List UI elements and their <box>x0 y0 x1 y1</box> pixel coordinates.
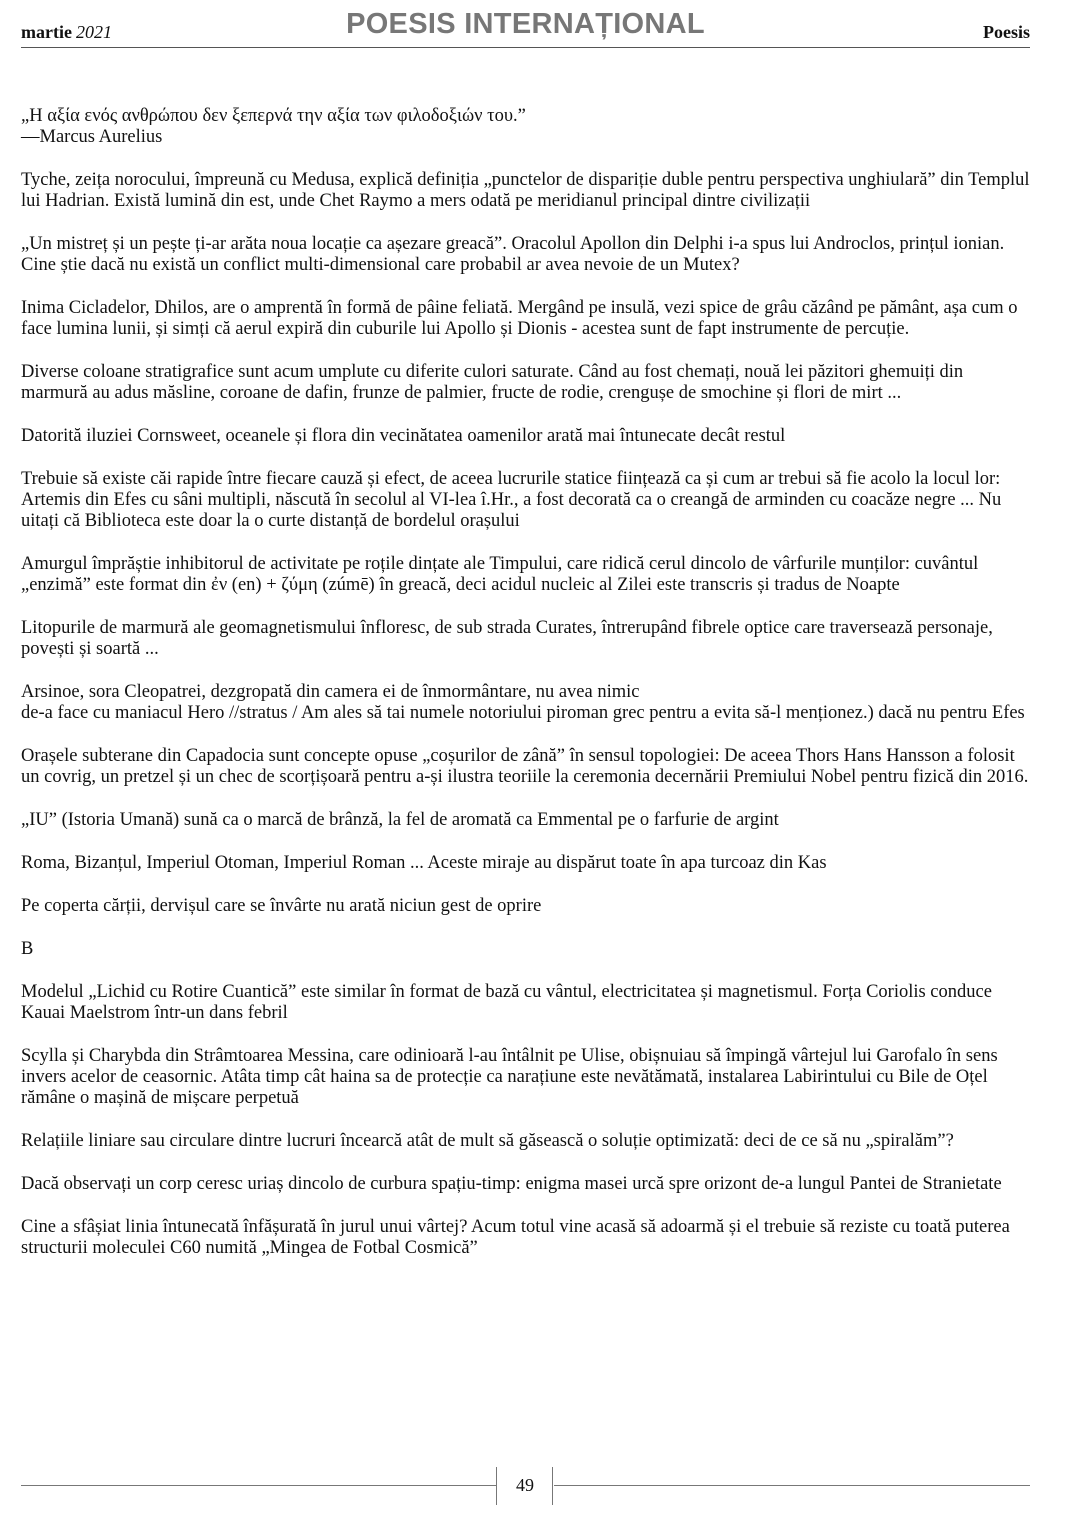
footer-divider-right <box>552 1467 553 1505</box>
epigraph-author: —Marcus Aurelius <box>21 127 163 147</box>
paragraph: Roma, Bizanțul, Imperiul Otoman, Imperiul Roman ... Aceste miraje au dispărut toate în apa turcoaz din Kas <box>21 853 827 873</box>
epigraph-quote: „Η αξία ενός ανθρώπου δεν ξεπερνά την αξία των φιλοδοξιών του.” <box>21 106 526 126</box>
section-name: Poesis <box>983 22 1030 42</box>
paragraph: Tyche, zeița norocului, împreună cu Medusa, explică definiția „punctelor de dispariție duble pentru perspectiva unghiulară” din Templul lui Hadrian. Există lumină din est, unde Chet Raymo a mers odată pe meridianul principal dintre civilizații <box>21 170 1030 211</box>
paragraph: Amurgul împrăștie inhibitorul de activitate pe roțile dințate ale Timpului, care ridică cerul dincolo de vârfurile munților: cuvântul „enzimă” este format din ἐν (en) + ζύμη (zúmē) în greacă, deci acidul nucleic al Zilei este transcris și tradus de Noapte <box>21 554 979 595</box>
paragraph: Datorită iluziei Cornsweet, oceanele și flora din vecinătatea oamenilor arată mai întunecate decât restul <box>21 426 786 446</box>
paragraph: Inima Cicladelor, Dhilos, are o amprentă în formă de pâine feliată. Mergând pe insulă, vezi spice de grâu căzând pe pământ, așa cum o face lumina lunii, și simți că aerul expiră din cuburile lui Apollo și Dionis - acestea sunt de fapt instrumente de percuție. <box>21 298 1018 339</box>
paragraph: Litopurile de marmură ale geomagnetismului înfloresc, de sub strada Curates, întrerupând fibrele optice care traversează personaje, povești și soartă ... <box>21 618 993 659</box>
paragraph: Modelul „Lichid cu Rotire Cuantică” este similar în format de bază cu vântul, electricitatea și magnetismul. Forța Coriolis conduce Kauai Maelstrom într-un dans febril <box>21 982 992 1023</box>
article-body <box>21 106 1033 1281</box>
paragraph: „IU” (Istoria Umană) sună ca o marcă de brânză, la fel de aromată ca Emmental pe o farfurie de argint <box>21 810 779 830</box>
footer-divider-left <box>496 1467 497 1505</box>
section-letter: B <box>21 939 34 959</box>
paragraph: Pe coperta cărții, dervișul care se învârte nu arată niciun gest de oprire <box>21 896 542 916</box>
footer-rule-right <box>554 1485 1030 1486</box>
issue-year: 2021 <box>75 22 112 42</box>
magazine-title: POESIS INTERNAȚIONAL <box>346 8 705 40</box>
paragraph: „Un mistreț și un pește ți-ar arăta noua locație ca așezare greacă”. Oracolul Apollon din Delphi i-a spus lui Androclos, prințul ionian. Cine știe dacă nu există un conflict multi-dimensional care probabil ar avea nevoie de un Mutex? <box>21 234 1005 275</box>
paragraph: Scylla și Charybda din Strâmtoarea Messina, care odinioară l-au întâlnit pe Ulise, obișnuiau să împingă vârtejul lui Garofalo în sens invers acelor de ceasornic. Atâta timp cât haina sa de protecție ca narațiune este nevătămată, instalarea Labirintului cu Bile de Oțel rămâne o mașină de mișcare perpetuă <box>21 1046 998 1108</box>
paragraph: Dacă observați un corp ceresc uriaș dincolo de curbura spațiu-timp: enigma masei urcă spre orizont de-a lungul Pantei de Stranietate <box>21 1174 1002 1194</box>
page-number: 49 <box>516 1475 534 1495</box>
paragraph: Orașele subterane din Capadocia sunt concepte opuse „coșurilor de zână” în sensul topologiei: De aceea Thors Hans Hansson a folosit un covrig, un pretzel și un chec de scorțișoară pentru a-și ilustra teoriile la ceremonia decernării Premiului Nobel pentru fizică din 2016. <box>21 746 1029 787</box>
paragraph: Diverse coloane stratigrafice sunt acum umplute cu diferite culori saturate. Când au fost chemați, nouă lei păzitori ghemuiți din marmură au adus măsline, coroane de dafin, frunze de palmier, fructe de rodie, crengușe de smochine și flori de mirt ... <box>21 362 964 403</box>
paragraph: Relațiile liniare sau circulare dintre lucruri încearcă atât de mult să găsească o soluție optimizată: deci de ce să nu „spiralăm”? <box>21 1131 954 1151</box>
epigraph <box>21 106 1033 148</box>
issue-month: martie <box>21 22 72 42</box>
footer-rule-left <box>21 1485 496 1486</box>
paragraph: Arsinoe, sora Cleopatrei, dezgropată din camera ei de înmormântare, nu avea nimic de-a face cu maniacul Hero //stratus / Am ales să tai numele notoriului piroman grec pentru a evita să-l menționez.) dacă nu pentru Efes <box>21 682 1025 723</box>
paragraph: Trebuie să existe căi rapide între fiecare cauză și efect, de aceea lucrurile statice ființează ca și cum ar trebui să fie acolo la locul lor: Artemis din Efes cu sâni multipli, născută în secolul al VI-lea î.Hr., a fost decorată ca o creangă de arminden cu coacăze negre ... Nu uitați că Biblioteca este doar la o curte distanță de bordelul orașului <box>21 469 1002 531</box>
page-header <box>21 0 1030 48</box>
paragraph: Cine a sfâșiat linia întunecată înfășurată în jurul unui vârtej? Acum totul vine acasă să adoarmă și el trebuie să reziste cu toată puterea structurii moleculei C60 numită „Mingea de Fotbal Cosmică” <box>21 1217 1010 1258</box>
